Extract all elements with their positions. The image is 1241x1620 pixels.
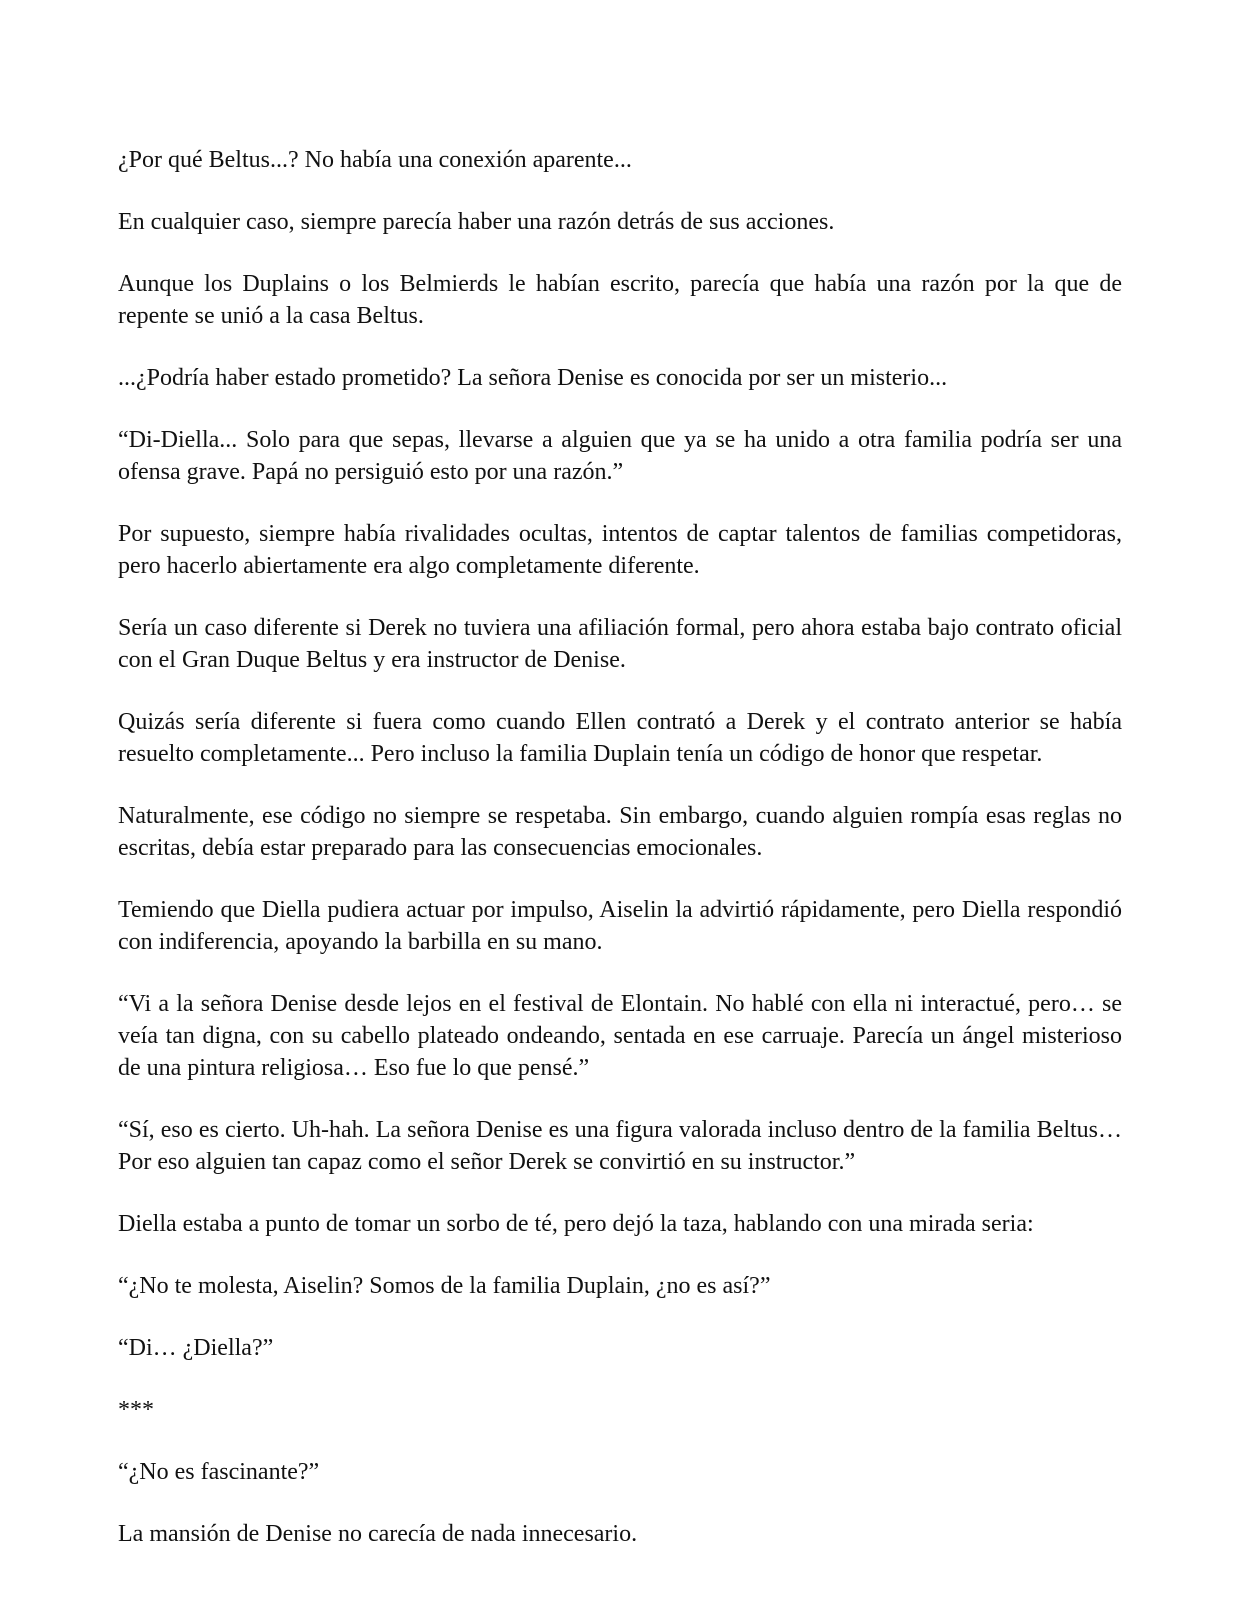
paragraph: Por supuesto, siempre había rivalidades ocultas, intentos de captar talentos de familias competidoras, pero hacerlo abiertamente era algo completamente diferente.	[118, 521, 1122, 579]
paragraph: Aunque los Duplains o los Belmierds le habían escrito, parecía que había una razón por la que de repente se unió a la casa Beltus.	[118, 271, 1122, 329]
paragraph: “Vi a la señora Denise desde lejos en el festival de Elontain. No hablé con ella ni interactué, pero… se veía tan digna, con su cabello plateado ondeando, sentada en ese carruaje. Parecía un ángel misterioso de una pintura religiosa… Eso fue lo que pensé.”	[118, 991, 1122, 1081]
paragraph: Sería un caso diferente si Derek no tuviera una afiliación formal, pero ahora estaba bajo contrato oficial con el Gran Duque Beltus y era instructor de Denise.	[118, 615, 1122, 673]
paragraph: En cualquier caso, siempre parecía haber una razón detrás de sus acciones.	[118, 209, 835, 235]
paragraph: “Di-Diella... Solo para que sepas, llevarse a alguien que ya se ha unido a otra familia podría ser una ofensa grave. Papá no persiguió esto por una razón.”	[118, 427, 1122, 485]
paragraph: “¿No te molesta, Aiselin? Somos de la familia Duplain, ¿no es así?”	[118, 1273, 771, 1299]
paragraph: Temiendo que Diella pudiera actuar por impulso, Aiselin la advirtió rápidamente, pero Diella respondió con indiferencia, apoyando la barbilla en su mano.	[118, 897, 1122, 955]
scene-break: ***	[118, 1397, 154, 1423]
paragraph: “Di… ¿Diella?”	[118, 1335, 274, 1361]
paragraph: Naturalmente, ese código no siempre se respetaba. Sin embargo, cuando alguien rompía esas reglas no escritas, debía estar preparado para las consecuencias emocionales.	[118, 803, 1122, 861]
paragraph: ...¿Podría haber estado prometido? La señora Denise es conocida por ser un misterio...	[118, 365, 948, 391]
paragraph: Quizás sería diferente si fuera como cuando Ellen contrató a Derek y el contrato anterior se había resuelto completamente... Pero incluso la familia Duplain tenía un código de honor que respetar.	[118, 709, 1122, 767]
paragraph: La mansión de Denise no carecía de nada innecesario.	[118, 1521, 638, 1547]
paragraph: “Sí, eso es cierto. Uh-hah. La señora Denise es una figura valorada incluso dentro de la familia Beltus… Por eso alguien tan capaz como el señor Derek se convirtió en su instructor.”	[118, 1117, 1122, 1175]
paragraph: Diella estaba a punto de tomar un sorbo de té, pero dejó la taza, hablando con una mirada seria:	[118, 1211, 1034, 1237]
paragraph: ¿Por qué Beltus...? No había una conexión aparente...	[118, 147, 632, 173]
paragraph: “¿No es fascinante?”	[118, 1459, 320, 1485]
document-body	[118, 144, 1122, 1580]
